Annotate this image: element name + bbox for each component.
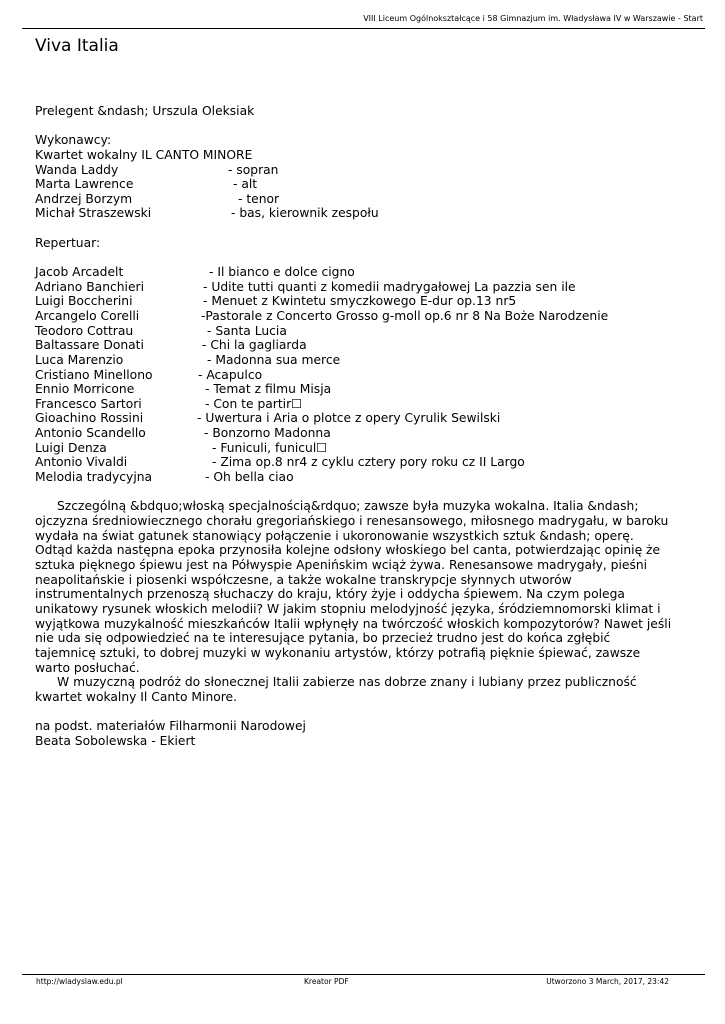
performer-name: Andrzej Borzym xyxy=(35,191,133,206)
performer-row xyxy=(35,192,675,207)
composer-name: Luigi Boccherini xyxy=(35,294,133,309)
composer-name: Cristiano Minellono xyxy=(35,367,153,382)
ensemble-name: Kwartet wokalny IL CANTO MINORE xyxy=(35,147,253,162)
repertoire-heading: Repertuar: xyxy=(35,235,101,250)
repertoire-item xyxy=(35,338,675,353)
footer-generator: Kreator PDF xyxy=(304,977,349,986)
article-body xyxy=(35,104,675,748)
performers-heading: Wykonawcy: xyxy=(35,133,112,148)
repertoire-item xyxy=(35,470,675,485)
composer-name: Baltassare Donati xyxy=(35,338,144,353)
performer-row xyxy=(35,163,675,178)
work-title: - Bonzorno Madonna xyxy=(204,426,331,441)
composer-name: Arcangelo Corelli xyxy=(35,308,140,323)
performers-list xyxy=(35,163,675,222)
work-title: - Uwertura i Aria o plotce z opery Cyrulik Sewilski xyxy=(197,411,501,426)
repertoire-item xyxy=(35,441,675,456)
work-title: - Udite tutti quanti z komedii madrygałowej La pazzia sen ile xyxy=(203,279,576,294)
source-note: na podst. materiałów Filharmonii Narodowej xyxy=(35,719,306,734)
composer-name: Luca Marenzio xyxy=(35,352,124,367)
repertoire-item xyxy=(35,426,675,441)
repertoire-list xyxy=(35,265,675,485)
composer-name: Jacob Arcadelt xyxy=(35,265,124,280)
performer-role: - alt xyxy=(233,177,258,192)
repertoire-item xyxy=(35,309,675,324)
repertoire-item xyxy=(35,382,675,397)
composer-name: Antonio Scandello xyxy=(35,426,146,441)
repertoire-item xyxy=(35,324,675,339)
lecturer-line: Prelegent &ndash; Urszula Oleksiak xyxy=(35,104,255,118)
repertoire-item xyxy=(35,265,675,280)
header-site-title: VIII Liceum Ogólnokształcące i 58 Gimnazjum im. Władysława IV w Warszawie - Start xyxy=(363,14,703,23)
work-title: - Con te partir☐ xyxy=(205,396,303,411)
article-paragraph: W muzyczną podróż do słonecznej Italii zabierze nas dobrze znany i lubiany przez publiczność kwartet wokalny Il Canto Minore. xyxy=(35,675,637,704)
composer-name: Gioachino Rossini xyxy=(35,411,144,426)
performer-name: Marta Lawrence xyxy=(35,177,134,192)
repertoire-item xyxy=(35,294,675,309)
article-paragraph: Szczególną &bdquo;włoską specjalnością&rdquo; zawsze była muzyka wokalna. Italia &ndash; ojczyzna średniowiecznego chorału gregoriańskiego i renesansowego, miłosnego madrygału, w baroku wydała na świat gatunek stanowiący połączenie i ukoronowanie wszystkich sztuk &ndash; operę. Odtąd każda następna epoka przynosiła kolejne odsłony włoskiego bel canta, potwierdzając opinię że sztuka pięknego śpiewu jest na Półwyspie Apenińskim wciąż żywa. Renesansowe madrygały, pieśni neapolitańskie i piosenki współczesne, a także wokalne transkrypcje słynnych utworów instrumentalnych przenoszą słuchaczy do kraju, który żyje i oddycha śpiewem. Na czym polega unikatowy rysunek włoskich melodii? W jakim stopniu melodyjność języka, śródziemnomorski klimat i wyjątkowa muzykalność mieszkańców Italii wpłynęły na twórczość włoskich kompozytorów? Nawet jeśli nie uda się odpowiedzieć na te interesujące pytania, bo przecież trudno jest do końca zgłębić tajemnicę sztuki, to dobrej muzyki w wykonaniu artystów, którzy potrafią pięknie śpiewać, zawsze warto posłuchać. xyxy=(35,499,672,675)
footer-url-link[interactable]: http://wladyslaw.edu.pl xyxy=(36,977,123,986)
page-title: Viva Italia xyxy=(35,36,119,56)
composer-name: Teodoro Cottrau xyxy=(35,323,134,338)
performer-name: Wanda Laddy xyxy=(35,162,119,177)
work-title: - Menuet z Kwintetu smyczkowego E-dur op.13 nr5 xyxy=(203,294,517,309)
repertoire-item xyxy=(35,397,675,412)
footer-divider xyxy=(22,974,705,975)
composer-name: Adriano Banchieri xyxy=(35,279,145,294)
repertoire-item xyxy=(35,353,675,368)
composer-name: Antonio Vivaldi xyxy=(35,455,128,470)
work-title: - Funiculi, funicul☐ xyxy=(212,440,328,455)
performer-role: - sopran xyxy=(228,162,279,177)
performer-name: Michał Straszewski xyxy=(35,206,152,221)
footer-created-date: Utworzono 3 March, 2017, 23:42 xyxy=(546,977,669,986)
performer-role: - bas, kierownik zespołu xyxy=(231,206,379,221)
work-title: - Madonna sua merce xyxy=(207,352,341,367)
header-divider xyxy=(22,28,705,29)
composer-name: Melodia tradycyjna xyxy=(35,470,153,485)
work-title: - Santa Lucia xyxy=(207,323,287,338)
repertoire-item xyxy=(35,411,675,426)
work-title: -Pastorale z Concerto Grosso g-moll op.6 nr 8 Na Boże Narodzenie xyxy=(201,308,609,323)
performer-row xyxy=(35,206,675,221)
repertoire-item xyxy=(35,455,675,470)
author-name: Beata Sobolewska - Ekiert xyxy=(35,733,196,748)
performer-row xyxy=(35,177,675,192)
work-title: - Zima op.8 nr4 z cyklu cztery pory roku cz II Largo xyxy=(212,455,525,470)
work-title: - Temat z filmu Misja xyxy=(205,382,332,397)
composer-name: Ennio Morricone xyxy=(35,382,135,397)
performer-role: - tenor xyxy=(238,191,280,206)
work-title: - Chi la gagliarda xyxy=(202,338,307,353)
composer-name: Luigi Denza xyxy=(35,440,107,455)
repertoire-item xyxy=(35,368,675,383)
composer-name: Francesco Sartori xyxy=(35,396,142,411)
work-title: - Il bianco e dolce cigno xyxy=(209,265,355,280)
work-title: - Oh bella ciao xyxy=(205,470,294,485)
work-title: - Acapulco xyxy=(198,367,263,382)
repertoire-item xyxy=(35,280,675,295)
